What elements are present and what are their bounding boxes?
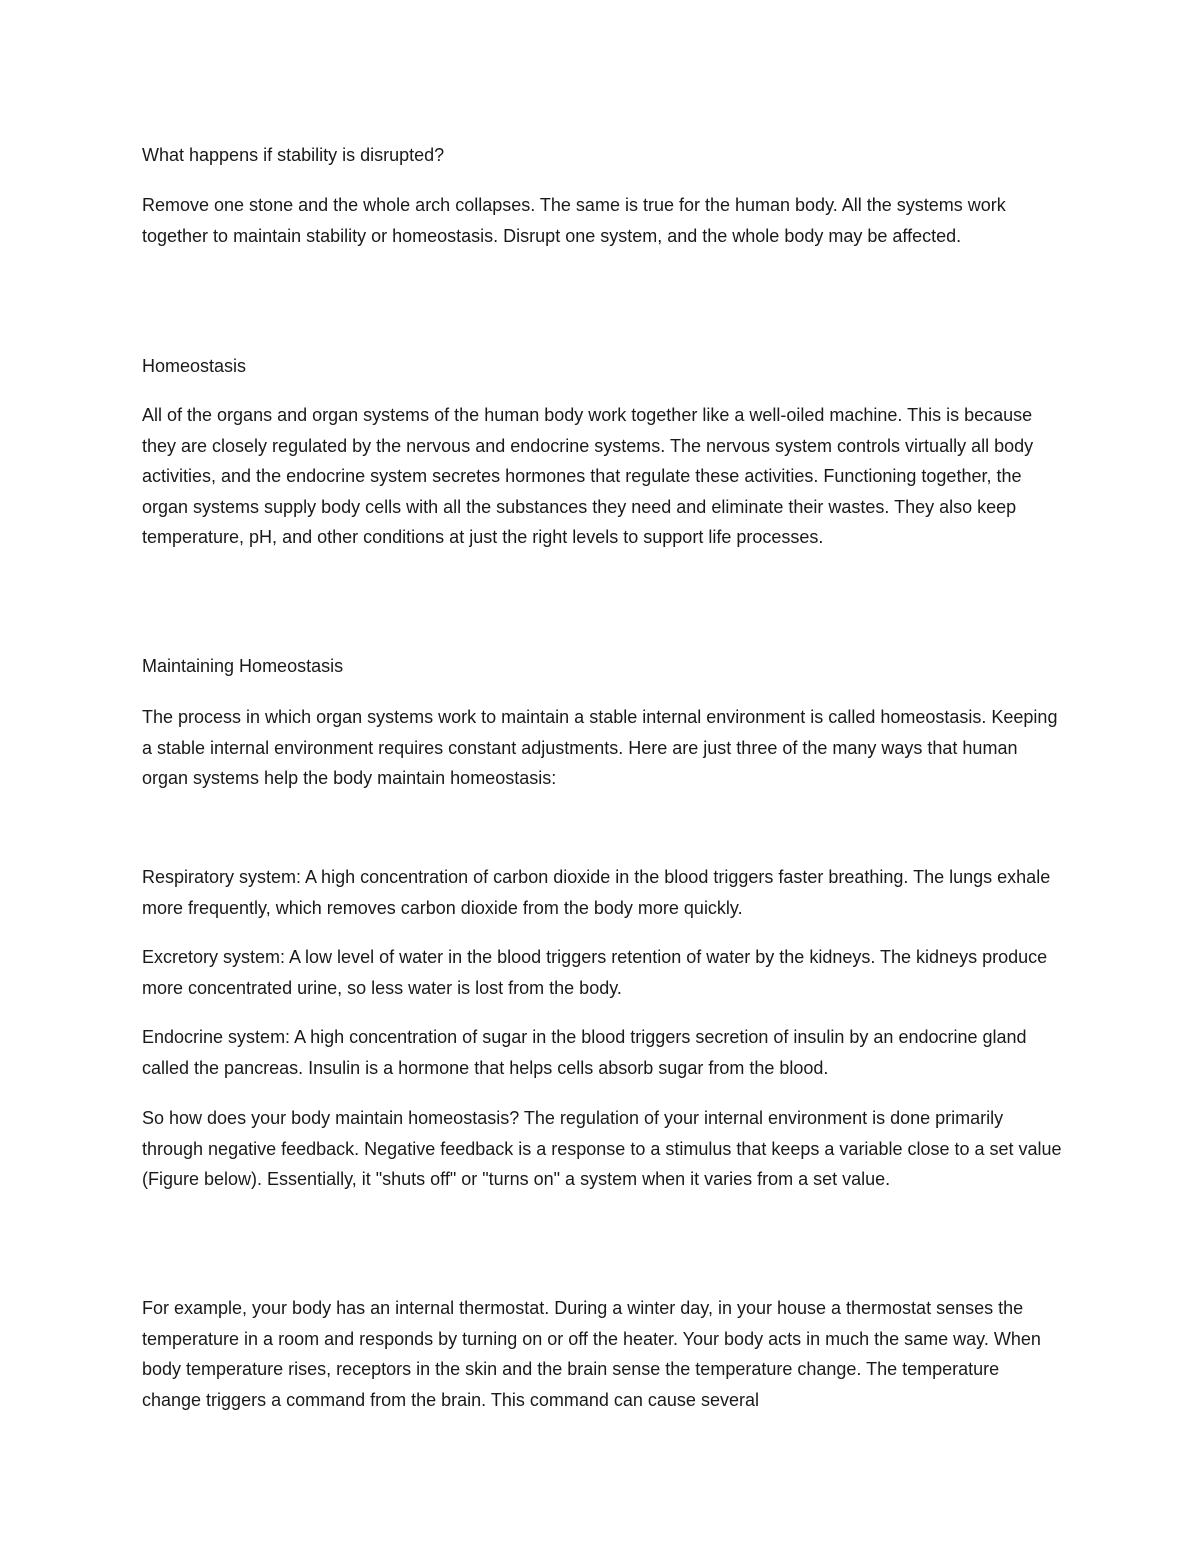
question-paragraph: Remove one stone and the whole arch collapses. The same is true for the human body. All the systems work together to maintain stability or homeostasis. Disrupt one system, and the whole body may be affected. <box>142 195 1006 246</box>
question-heading: What happens if stability is disrupted? <box>142 145 445 165</box>
homeostasis-paragraph: All of the organs and organ systems of the human body work together like a well-oiled machine. This is because they are closely regulated by the nervous and endocrine systems. The nervous system controls virtually all body activities, and the endocrine system secretes hormones that regulate these activities. Functioning together, the organ systems supply body cells with all the substances they need and eliminate their wastes. They also keep temperature, pH, and other conditions at just the right levels to support life processes. <box>142 405 1034 547</box>
maintaining-homeostasis-heading: Maintaining Homeostasis <box>142 656 344 676</box>
excretory-system-paragraph: Excretory system: A low level of water in the blood triggers retention of water by the kidneys. The kidneys produce more concentrated urine, so less water is lost from the body. <box>142 947 1048 998</box>
endocrine-system-paragraph: Endocrine system: A high concentration of sugar in the blood triggers secretion of insulin by an endocrine gland called the pancreas. Insulin is a hormone that helps cells absorb sugar from the blood. <box>142 1027 1027 1078</box>
maintaining-intro-paragraph: The process in which organ systems work to maintain a stable internal environment is called homeostasis. Keeping a stable internal environment requires constant adjustments. Here are just three of the many ways that human organ systems help the body maintain homeostasis: <box>142 707 1058 788</box>
negative-feedback-paragraph: So how does your body maintain homeostasis? The regulation of your internal environment is done primarily through negative feedback. Negative feedback is a response to a stimulus that keeps a variable close to a set value (Figure below). Essentially, it "shuts off" or "turns on" a system when it varies from a set value. <box>142 1108 1062 1189</box>
thermostat-example-paragraph: For example, your body has an internal thermostat. During a winter day, in your house a thermostat senses the temperature in a room and responds by turning on or off the heater. Your body acts in much the same way. When body temperature rises, receptors in the skin and the brain sense the temperature change. The temperature change triggers a command from the brain. This command can cause several <box>142 1298 1041 1410</box>
homeostasis-heading: Homeostasis <box>142 356 247 376</box>
respiratory-system-paragraph: Respiratory system: A high concentration of carbon dioxide in the blood triggers faster breathing. The lungs exhale more frequently, which removes carbon dioxide from the body more quickly. <box>142 867 1051 918</box>
